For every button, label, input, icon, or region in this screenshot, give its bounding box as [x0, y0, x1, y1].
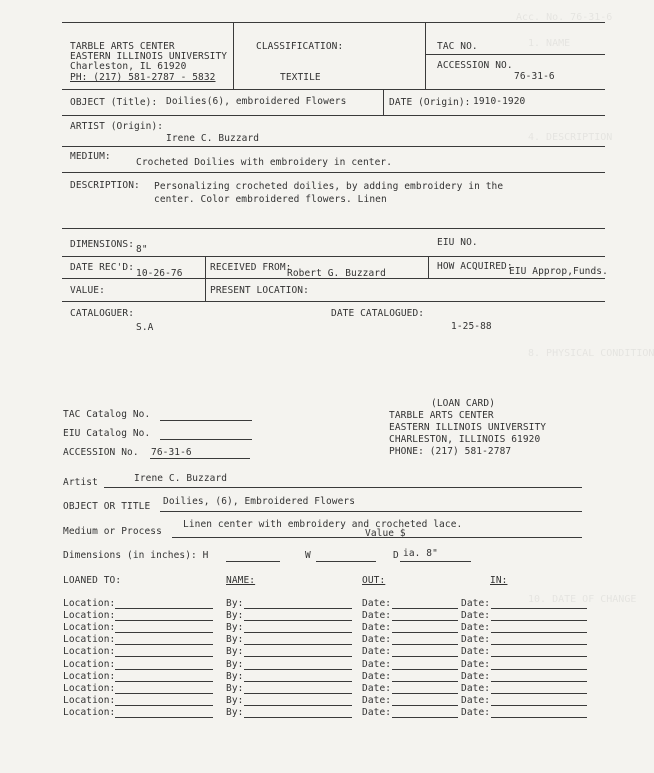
- value-label: VALUE:: [70, 285, 105, 296]
- in-date-label: Date:: [461, 634, 491, 646]
- in-date-label: Date:: [461, 682, 491, 694]
- fill-line: [244, 681, 352, 682]
- classification-value: TEXTILE: [280, 72, 321, 83]
- fill-line: [392, 693, 458, 694]
- fill-line: [392, 669, 458, 670]
- org-phone: PH: (217) 581-2787 - 5832: [70, 72, 216, 83]
- fill-line: [244, 620, 352, 621]
- fill-line: [115, 705, 213, 706]
- cataloguer-label: CATALOGUER:: [70, 308, 135, 319]
- by-label: By:: [226, 610, 244, 622]
- fill-line: [392, 620, 458, 621]
- in-date-label: Date:: [461, 622, 491, 634]
- fill-line: [244, 608, 352, 609]
- loan-org-phone: PHONE: (217) 581-2787: [389, 446, 512, 457]
- in-date-label: Date:: [461, 610, 491, 622]
- eiu-catalog-label: EIU Catalog No.: [63, 428, 151, 439]
- in-date-label: Date:: [461, 598, 491, 609]
- loan-dim-d-value: ia. 8": [403, 548, 438, 559]
- fill-line: [115, 632, 213, 633]
- date-origin-value: 1910-1920: [473, 96, 526, 107]
- description-label: DESCRIPTION:: [70, 180, 140, 191]
- accession-label: ACCESSION NO.: [437, 60, 513, 71]
- in-date-label: Date:: [461, 706, 491, 718]
- fill-line: [392, 644, 458, 645]
- fill-line: [244, 632, 352, 633]
- loan-object-value: Doilies, (6), Embroidered Flowers: [163, 496, 356, 507]
- fill-line: [115, 620, 213, 621]
- by-label: By:: [226, 646, 244, 658]
- by-label: By:: [226, 670, 244, 682]
- loan-dimensions-label: Dimensions (in inches): H: [63, 550, 209, 561]
- by-label: By:: [226, 634, 244, 646]
- name-header: NAME:: [226, 575, 256, 586]
- location-label: Location:: [63, 610, 116, 622]
- by-label: By:: [226, 622, 244, 634]
- loan-object-label: OBJECT OR TITLE: [63, 501, 151, 512]
- cataloguer-value: S.A: [136, 322, 154, 333]
- fill-line: [115, 644, 213, 645]
- fill-line: [244, 693, 352, 694]
- out-date-label: Date:: [362, 622, 392, 634]
- date-received-label: DATE REC'D:: [70, 262, 135, 273]
- dimensions-value: 8": [136, 244, 148, 255]
- fill-line: [115, 693, 213, 694]
- bleed-through-text: 8. PHYSICAL CONDITION: [528, 348, 654, 359]
- out-header: OUT:: [362, 575, 386, 586]
- date-received-value: 10-26-76: [136, 268, 183, 279]
- received-from-value: Robert G. Buzzard: [287, 268, 386, 279]
- out-date-label: Date:: [362, 634, 392, 646]
- bleed-through-text: 10. DATE OF CHANGE: [528, 594, 637, 605]
- out-date-label: Date:: [362, 682, 392, 694]
- out-date-label: Date:: [362, 706, 392, 718]
- fill-line: [491, 705, 587, 706]
- location-label: Location:: [63, 706, 116, 718]
- how-acquired-label: HOW ACQUIRED:: [437, 261, 513, 272]
- eiu-no-label: EIU NO.: [437, 237, 478, 248]
- fill-line: [244, 644, 352, 645]
- fill-line: [244, 669, 352, 670]
- out-date-label: Date:: [362, 610, 392, 622]
- fill-line: [244, 656, 352, 657]
- present-location-label: PRESENT LOCATION:: [210, 285, 309, 296]
- in-date-label: Date:: [461, 658, 491, 670]
- loan-accession-value: 76-31-6: [151, 447, 192, 458]
- in-date-label: Date:: [461, 670, 491, 682]
- fill-line: [392, 608, 458, 609]
- fill-line: [491, 608, 587, 609]
- out-date-label: Date:: [362, 694, 392, 706]
- fill-line: [491, 644, 587, 645]
- tac-no-label: TAC NO.: [437, 41, 478, 52]
- fill-line: [491, 717, 587, 718]
- fill-line: [392, 632, 458, 633]
- out-date-label: Date:: [362, 658, 392, 670]
- fill-line: [392, 681, 458, 682]
- how-acquired-value: EIU Approp,Funds.: [509, 266, 608, 277]
- object-label: OBJECT (Title):: [70, 97, 158, 108]
- classification-label: CLASSIFICATION:: [256, 41, 344, 52]
- fill-line: [115, 656, 213, 657]
- received-from-label: RECEIVED FROM:: [210, 262, 292, 273]
- by-label: By:: [226, 706, 244, 718]
- date-catalogued-value: 1-25-88: [451, 321, 492, 332]
- bleed-through-text: Acc. No. 76-31-6: [516, 12, 613, 23]
- loan-artist-label: Artist: [63, 477, 98, 488]
- fill-line: [392, 717, 458, 718]
- date-catalogued-label: DATE CATALOGUED:: [331, 308, 425, 319]
- fill-line: [115, 608, 213, 609]
- description-line-1: Personalizing crocheted doilies, by adding embroidery in the: [154, 181, 504, 192]
- by-label: By:: [226, 682, 244, 694]
- org-name: TARBLE ARTS CENTER: [70, 41, 175, 52]
- fill-line: [491, 681, 587, 682]
- description-line-2: center. Color embroidered flowers. Linen: [154, 194, 387, 205]
- out-date-label: Date:: [362, 598, 392, 609]
- dimensions-label: DIMENSIONS:: [70, 239, 135, 250]
- loan-medium-label: Medium or Process: [63, 526, 162, 537]
- location-label: Location:: [63, 658, 116, 670]
- fill-line: [491, 632, 587, 633]
- fill-line: [491, 656, 587, 657]
- location-label: Location:: [63, 694, 116, 706]
- location-label: Location:: [63, 622, 116, 634]
- in-date-label: Date:: [461, 646, 491, 658]
- loan-medium-value: Linen center with embroidery and crocheted lace.: [183, 519, 463, 530]
- loan-value-label: Value $: [365, 528, 406, 539]
- location-label: Location:: [63, 682, 116, 694]
- loan-artist-value: Irene C. Buzzard: [134, 473, 228, 484]
- bleed-through-text: 4. DESCRIPTION: [528, 132, 613, 143]
- location-label: Location:: [63, 634, 116, 646]
- org-university: EASTERN ILLINOIS UNIVERSITY: [70, 51, 228, 62]
- artist-label: ARTIST (Origin):: [70, 121, 164, 132]
- fill-line: [244, 705, 352, 706]
- in-date-label: Date:: [461, 694, 491, 706]
- fill-line: [115, 669, 213, 670]
- org-city: Charleston, IL 61920: [70, 61, 187, 72]
- medium-value: Crocheted Doilies with embroidery in center.: [136, 157, 393, 168]
- loan-dim-d-label: D: [393, 550, 399, 561]
- out-date-label: Date:: [362, 670, 392, 682]
- loan-card-title: (LOAN CARD): [431, 398, 496, 409]
- location-label: Location:: [63, 670, 116, 682]
- fill-line: [244, 717, 352, 718]
- object-value: Doilies(6), embroidered Flowers: [166, 96, 347, 107]
- in-header: IN:: [490, 575, 508, 586]
- fill-line: [491, 669, 587, 670]
- tac-catalog-label: TAC Catalog No.: [63, 409, 151, 420]
- medium-label: MEDIUM:: [70, 151, 111, 162]
- fill-line: [115, 681, 213, 682]
- by-label: By:: [226, 694, 244, 706]
- out-date-label: Date:: [362, 646, 392, 658]
- by-label: By:: [226, 658, 244, 670]
- fill-line: [491, 620, 587, 621]
- loan-org-university: EASTERN ILLINOIS UNIVERSITY: [389, 422, 547, 433]
- loan-org-address: CHARLESTON, ILLINOIS 61920: [389, 434, 541, 445]
- date-origin-label: DATE (Origin):: [389, 97, 471, 108]
- loan-accession-label: ACCESSION No.: [63, 447, 139, 458]
- fill-line: [115, 717, 213, 718]
- loan-org-name: TARBLE ARTS CENTER: [389, 410, 494, 421]
- bleed-through-text: 1. NAME: [528, 38, 571, 49]
- fill-line: [491, 693, 587, 694]
- fill-line: [392, 705, 458, 706]
- fill-line: [392, 656, 458, 657]
- location-label: Location:: [63, 646, 116, 658]
- loan-dim-w-label: W: [305, 550, 311, 561]
- loaned-to-header: LOANED TO:: [63, 575, 122, 586]
- accession-value: 76-31-6: [514, 71, 555, 82]
- artist-value: Irene C. Buzzard: [166, 133, 260, 144]
- location-label: Location:: [63, 598, 116, 609]
- by-label: By:: [226, 598, 244, 609]
